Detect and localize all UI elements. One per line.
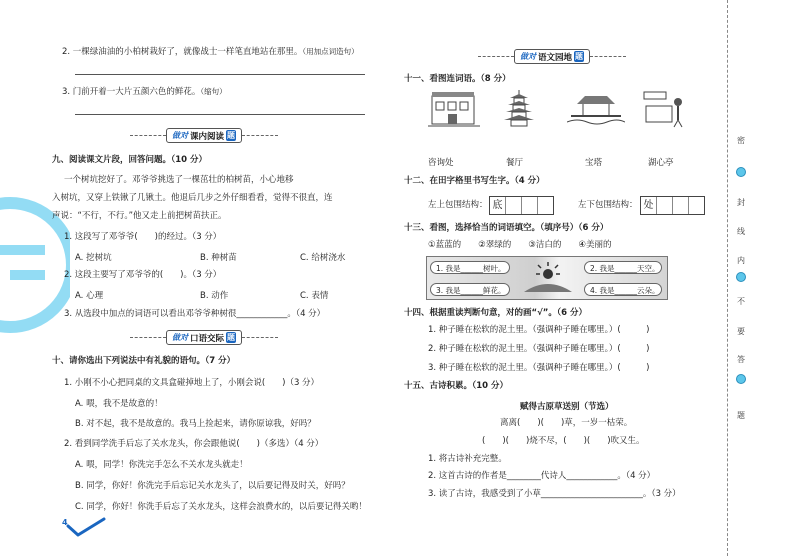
s9-q2-opt-b[interactable]: B. 动作 [200, 291, 229, 301]
structure-label: 左下包围结构： [578, 200, 638, 210]
sentence-box[interactable]: 1. 我是______树叶。 [430, 261, 510, 274]
s14-item[interactable]: 1. 种子睡在松软的泥土里。（强调种子睡在哪里。）( ) [428, 325, 650, 335]
pagoda-illustration-icon [502, 88, 536, 128]
word-options: ①蓝蓝的 ②翠绿的 ③洁白的 ④美丽的 [428, 240, 612, 250]
s9-q1-opt-c[interactable]: C. 给树浇水 [300, 253, 346, 263]
s9-q1: 1. 这段写了邓爷爷( )的经过。（3 分） [64, 232, 222, 242]
tianzi-grid[interactable] [640, 196, 705, 215]
pavilion-illustration-icon [567, 92, 625, 128]
section-15-heading: 十五、古诗积累。（10 分） [404, 381, 509, 391]
s15-q2: 2. 这首古诗的作者是________代诗人____________。（4 分） [428, 471, 656, 481]
rail-char: 内 [737, 256, 745, 265]
rail-dot-icon [736, 167, 746, 177]
banner-chinese-garden: 做对 语文园地 题 [478, 48, 626, 65]
s10-q2-opt-c[interactable]: C. 同学，你好！你洗手后忘了关水龙头，这样会浪费水的，以后要记得关哟！ [75, 502, 367, 512]
checkmark-icon [66, 516, 106, 538]
s15-q1: 1. 将古诗补充完整。 [428, 454, 507, 464]
word-label[interactable]: 湖心亭 [648, 158, 674, 168]
s9-q1-opt-b[interactable]: B. 种树苗 [200, 253, 237, 263]
banner-oral: 做对 口语交际 题 [130, 329, 278, 346]
s9-q3: 3. 从选段中加点的词语可以看出邓爷爷种树很____________。（4 分） [64, 309, 326, 319]
sentence-box[interactable]: 2. 我是______天空。 [584, 261, 662, 274]
sentence-box[interactable]: 4. 我是______云朵。 [584, 283, 662, 296]
rail-dot-icon [736, 374, 746, 384]
answer-line [75, 114, 365, 115]
poem-line: ( )( )烧不尽，( )( )吹又生。 [482, 436, 645, 446]
rail-dot-icon [736, 272, 746, 282]
section-9-heading: 九、阅读课文片段，回答问题。（10 分） [52, 155, 208, 165]
rail-char: 密 [737, 136, 745, 145]
section-11-heading: 十一、看图连词语。（8 分） [404, 74, 511, 84]
s9-q1-opt-a[interactable]: A. 挖树坑 [75, 253, 112, 263]
passage-line: 入树坑，又穿上铁锹了几锹土。他退后几步之外仔细看看，觉得不很直，连 [52, 193, 333, 203]
s10-q1: 1. 小刚不小心把同桌的文具盒碰掉地上了，小刚会说( )（3 分） [64, 378, 320, 388]
poem-title: 赋得古原草送别（节选） [520, 402, 614, 412]
passage-line: 一个树坑挖好了。邓爷爷挑选了一棵茁壮的柏树苗，小心地移 [64, 175, 294, 185]
sentence-box[interactable]: 3. 我是______鲜花。 [430, 283, 510, 296]
rail-char: 封 [737, 198, 745, 207]
rail-char: 答 [737, 355, 745, 364]
rail-char: 不 [737, 297, 745, 306]
section-13-heading: 十三、看图，选择恰当的词语填空。（填序号）（6 分） [404, 223, 609, 233]
section-10-heading: 十、请你选出下列说法中有礼貌的语句。（7 分） [52, 356, 236, 366]
rail-char: 要 [737, 327, 745, 336]
desk-person-illustration-icon [642, 90, 688, 128]
section-14-heading: 十四、根据重读判断句意，对的画“√”。（6 分） [404, 308, 587, 318]
passage-line: 声说：“不行，不行。”他又走上前把树苗扶正。 [52, 211, 227, 221]
rail-char: 题 [737, 411, 745, 420]
s10-q2-opt-a[interactable]: A. 喂，同学！你洗完手怎么不关水龙头就走！ [75, 460, 248, 470]
s14-item[interactable]: 3. 种子睡在松软的泥土里。（强调种子睡在哪里。）( ) [428, 363, 650, 373]
word-label[interactable]: 餐厅 [506, 158, 524, 168]
grid-cell: 底 [490, 197, 506, 214]
left-q2: 2. 一棵绿油油的小柏树栽好了，就像战士一样笔直地站在那里。（用加点词造句） [62, 47, 359, 57]
s10-q2-opt-b[interactable]: B. 同学，你好！你洗完手后忘记关水龙头了，以后要记得及时关，好吗？ [75, 481, 350, 491]
s10-q1-opt-a[interactable]: A. 喂，我不是故意的！ [75, 399, 163, 409]
tianzi-grid[interactable] [489, 196, 554, 215]
s9-q2-opt-c[interactable]: C. 表情 [300, 291, 329, 301]
s15-q3: 3. 读了古诗，我感受到了小草________________________。（3 分） [428, 489, 681, 499]
s10-q1-opt-b[interactable]: B. 对不起，我不是故意的。我马上捡起来，请你原谅我，好吗？ [75, 419, 316, 429]
s9-q2: 2. 这段主要写了邓爷爷的( )。（3 分） [64, 270, 222, 280]
s9-q2-opt-a[interactable]: A. 心理 [75, 291, 104, 301]
poem-line: 离离( )( )草，一岁一枯荣。 [500, 418, 633, 428]
grid-cell: 处 [641, 197, 657, 214]
word-label[interactable]: 咨询处 [428, 158, 454, 168]
section-12-heading: 十二、在田字格里书写生字。（4 分） [404, 176, 545, 186]
structure-label: 左上包围结构： [428, 200, 488, 210]
s14-item[interactable]: 2. 种子睡在松软的泥土里。（强调种子睡在哪里。）( ) [428, 344, 650, 354]
seal-line-divider [727, 0, 728, 556]
rail-char: 线 [737, 227, 745, 236]
left-q3: 3. 门前开着一大片五颜六色的鲜花。（缩句） [62, 87, 227, 97]
page-number: 4 [62, 518, 68, 527]
banner-reading: 做对 课内阅读 题 [130, 127, 278, 144]
sun-flower-icon [520, 262, 576, 292]
answer-line [75, 74, 365, 75]
word-label[interactable]: 宝塔 [585, 158, 603, 168]
s10-q2: 2. 看到同学洗手后忘了关水龙头，你会跟他说( )（多选）（4 分） [64, 439, 324, 449]
building-illustration-icon [428, 90, 480, 128]
